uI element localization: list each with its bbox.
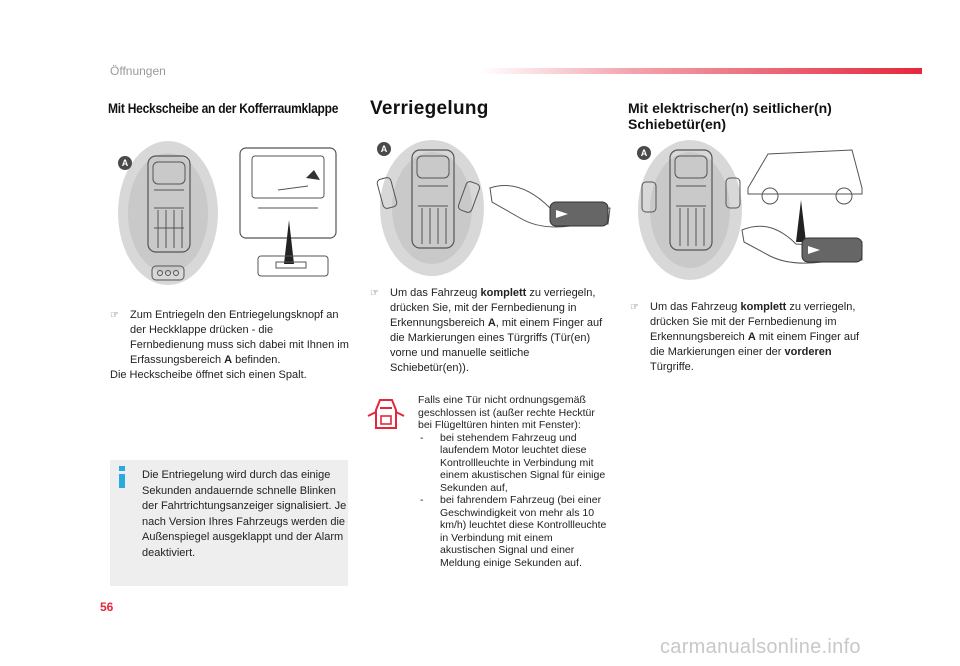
info-text: Die Entriegelung wird durch das einige Sekunden andauernde schnelle Blinken der Fahrtrichtungsanzeiger signalisiert. Je nach Version Ihres Fahrzeugs werden die Außenspiegel ausgeklappt und der Alarm deaktiviert.	[142, 469, 347, 559]
pointer-icon: ☞	[630, 302, 639, 313]
zone-marker-a: A	[637, 146, 651, 160]
info-icon	[116, 466, 126, 488]
right-column-title: Mit elektrischer(n) seitlicher(n) Schiebetür(en)	[628, 100, 832, 132]
list-item: - bei stehendem Fahrzeug und laufendem Motor leuchtet diese Kontrollleuchte in Verbindung mit einem akustischen Signal für einige Sekunden auf,	[420, 431, 606, 494]
locking-illustration	[370, 138, 620, 278]
section-title: Öffnungen	[110, 64, 166, 78]
middle-column-title: Verriegelung	[370, 98, 489, 119]
sliding-door-illustration	[630, 138, 870, 288]
tailgate-illustration	[108, 138, 348, 288]
header-accent-bar	[480, 68, 922, 74]
list-item: - bei fahrendem Fahrzeug (bei einer Geschwindigkeit von mehr als 10 km/h) leuchtet diese Kontrollleuchte in Verbindung mit einem akustischen Signal und einer Meldung einige Sekunden auf.	[420, 494, 607, 569]
zone-marker-a: A	[377, 142, 391, 156]
watermark: carmanualsonline.info	[660, 636, 861, 658]
left-instructions: ☞ Zum Entriegeln den Entriegelungsknopf an der Heckklappe drücken - die Fernbedienung muss sich dabei mit Ihnen im Erfassungsbereich A befinden. Die Heckscheibe öffnet sich einen Spalt.	[110, 309, 349, 381]
left-column-title: Mit Heckscheibe an der Kofferraumklappe	[108, 100, 339, 116]
right-instructions: ☞ Um das Fahrzeug komplett zu verriegeln, drücken Sie mit der Fernbedienung im Erkennungsbereich A mit einem Finger auf die Markierungen einer der vorderen Türgriffe.	[630, 301, 860, 373]
pointer-icon: ☞	[110, 310, 119, 321]
left-note: Die Heckscheibe öffnet sich einen Spalt.	[110, 369, 307, 381]
middle-instructions: ☞ Um das Fahrzeug komplett zu verriegeln, drücken Sie, mit der Fernbedienung in Erkennungsbereich A, mit einem Finger auf die Markierungen eines Türgriffs (Tür(en) vorne und manuelle seitliche Schiebetür(en)).	[370, 287, 603, 374]
door-warning-text: Falls eine Tür nicht ordnungsgemäß geschlossen ist (außer rechte Hecktür bei Flügeltüren hinten mit Fenster): - bei stehendem Fahrzeug und laufendem Motor leuchtet diese Kontrollleuchte in Verbindung mit einem akustischen Signal für einige Sekunden auf, - bei fahrendem Fahrzeug (bei einer Geschwindigkeit von mehr als 10 km/h) leuchtet diese Kontrollleuchte in Verbindung mit einem akustischen Signal und einer Meldung einige Sekunden auf.	[418, 394, 607, 569]
page-number: 56	[100, 600, 114, 614]
pointer-icon: ☞	[370, 288, 379, 299]
zone-marker-a: A	[118, 156, 132, 170]
door-open-warning-icon	[366, 394, 406, 434]
